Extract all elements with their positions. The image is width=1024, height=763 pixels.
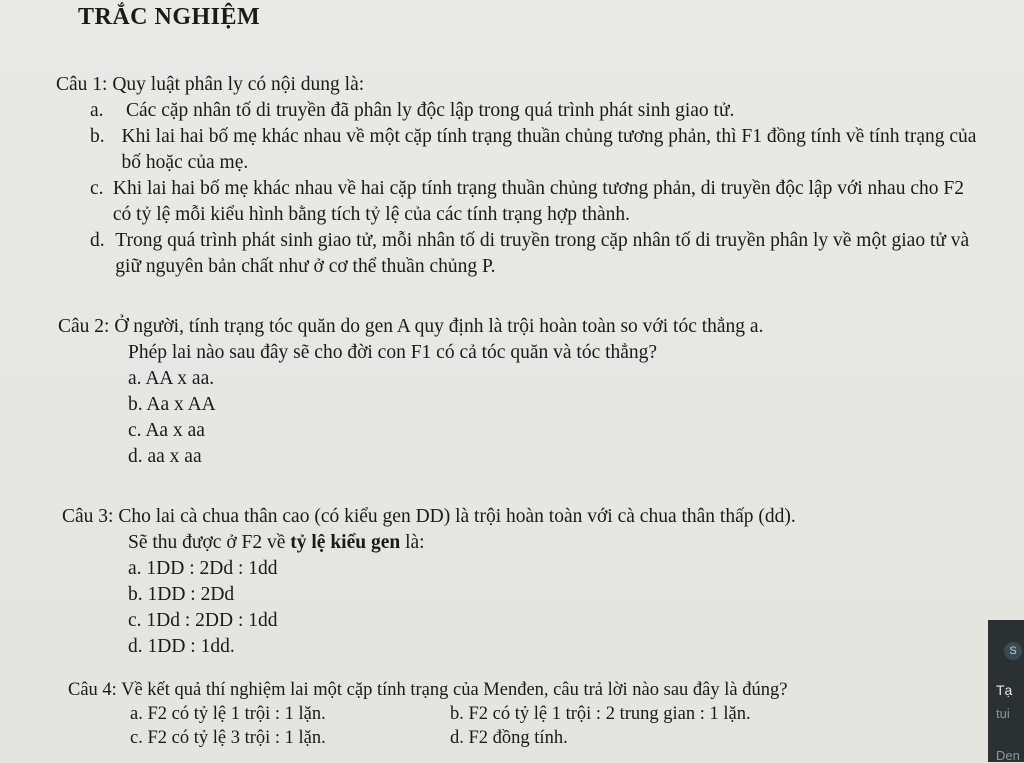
question-1-option-b: b. Khi lai hai bố mẹ khác nhau về một cặp tính trạng thuần chủng tương phản, thì F1 đồng tính về tính trạng của bố hoặc của mẹ. bbox=[90, 126, 977, 173]
question-1-option-d: d. Trong quá trình phát sinh giao tử, mỗi nhân tố di truyền trong cặp nhân tố di truyền phân ly về một giao tử và giữ nguyên bản chất như ở cơ thể thuần chủng P. bbox=[90, 230, 970, 277]
question-2-option-a: a. AA x aa. bbox=[128, 368, 215, 389]
page-title: TRẮC NGHIỆM bbox=[78, 4, 261, 30]
question-4-row-2 bbox=[130, 726, 978, 750]
question-4-row-1 bbox=[130, 702, 978, 726]
question-3-option-d: d. 1DD : 1dd. bbox=[128, 636, 235, 657]
question-3-title: Câu 3: Cho lai cà chua thân cao (có kiểu gen DD) là trội hoàn toàn với cà chua thân thấp (dd). bbox=[62, 506, 796, 527]
question-1-title: Câu 1: Quy luật phân ly có nội dung là: bbox=[56, 74, 365, 95]
question-4-title: Câu 4: Về kết quả thí nghiệm lai một cặp tính trạng của Menđen, câu trả lời nào sau đây là đúng? bbox=[68, 680, 788, 700]
side-panel-badge[interactable]: S bbox=[1004, 642, 1022, 660]
side-panel-text-2: tui bbox=[996, 706, 1010, 721]
question-1-option-a: a. Các cặp nhân tố di truyền đã phân ly độc lập trong quá trình phát sinh giao tử. bbox=[90, 100, 735, 121]
question-4-option-c: c. F2 có tỷ lệ 3 trội : 1 lặn. bbox=[130, 728, 326, 748]
question-3-prompt: Sẽ thu được ở F2 về tỷ lệ kiểu gen là: bbox=[128, 532, 425, 553]
side-panel-text-3: Den bbox=[996, 748, 1020, 763]
question-3-emphasis: tỷ lệ kiểu gen bbox=[290, 532, 401, 553]
question-2-title: Câu 2: Ở người, tính trạng tóc quăn do gen A quy định là trội hoàn toàn so với tóc thẳng a. bbox=[58, 316, 764, 337]
side-panel-text-1: Tạ bbox=[996, 682, 1013, 698]
question-4-option-a: a. F2 có tỷ lệ 1 trội : 1 lặn. bbox=[130, 704, 326, 724]
question-2-option-d: d. aa x aa bbox=[128, 446, 202, 467]
question-2-option-b: b. Aa x AA bbox=[128, 394, 216, 415]
question-3-option-b: b. 1DD : 2Dd bbox=[128, 584, 235, 605]
question-4-option-d: d. F2 đồng tính. bbox=[450, 728, 568, 748]
question-4 bbox=[68, 678, 978, 750]
question-4-option-b: b. F2 có tỷ lệ 1 trội : 2 trung gian : 1 lặn. bbox=[450, 704, 751, 724]
question-2 bbox=[58, 314, 988, 470]
question-3-option-a: a. 1DD : 2Dd : 1dd bbox=[128, 558, 278, 579]
question-1 bbox=[56, 72, 986, 280]
question-3 bbox=[62, 504, 982, 660]
question-2-prompt: Phép lai nào sau đây sẽ cho đời con F1 có cả tóc quăn và tóc thẳng? bbox=[128, 342, 658, 363]
question-3-option-c: c. 1Dd : 2DD : 1dd bbox=[128, 610, 278, 631]
question-2-option-c: c. Aa x aa bbox=[128, 420, 205, 441]
question-1-option-c: c. Khi lai hai bố mẹ khác nhau về hai cặp tính trạng thuần chủng tương phản, di truyền độc lập với nhau cho F2 có tỷ lệ mỗi kiểu hình bằng tích tỷ lệ của các tính trạng hợp thành. bbox=[90, 178, 964, 225]
